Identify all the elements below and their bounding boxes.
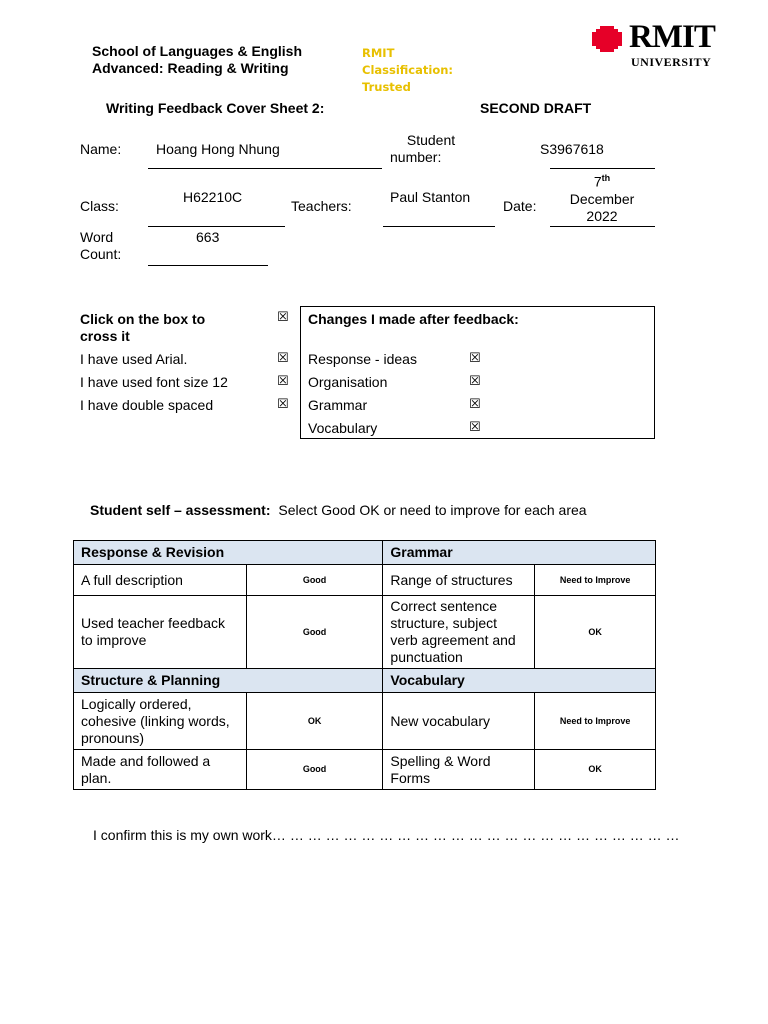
class-label: Class: <box>80 198 119 214</box>
word-count-field[interactable]: 663 <box>196 229 220 245</box>
class-field[interactable]: H62210C <box>183 189 243 205</box>
date-day-number: 7 <box>593 173 602 190</box>
student-number-field[interactable]: S3967618 <box>540 141 604 157</box>
rating-select[interactable]: Need to Improve <box>535 565 656 596</box>
checklist-item-arial: I have used Arial. <box>80 351 188 367</box>
checklist-item-double-spaced: I have double spaced <box>80 397 214 413</box>
checklist-heading <box>80 311 205 345</box>
checklist-heading-line-2: cross it <box>80 328 130 344</box>
checklist-heading-line-1: Click on the box to <box>80 311 206 327</box>
teachers-underline <box>383 226 495 227</box>
rating-select[interactable]: OK <box>246 693 383 750</box>
student-number-underline <box>550 168 655 169</box>
name-label: Name: <box>80 141 122 157</box>
date-month: December <box>569 190 635 207</box>
table-row <box>74 565 656 596</box>
criterion-cell: A full description <box>74 565 247 596</box>
student-number-label-line-2: number: <box>390 149 442 165</box>
rating-select[interactable]: Good <box>246 596 383 669</box>
logo-wordmark: RMIT <box>629 19 715 55</box>
criterion-cell: Used teacher feedback to improve <box>74 596 247 669</box>
criterion-cell: Range of structures <box>383 565 535 596</box>
section-header-response: Response & Revision <box>74 541 383 565</box>
rating-select[interactable]: Good <box>246 750 383 790</box>
changes-item-vocabulary: Vocabulary <box>308 420 378 436</box>
table-row <box>74 693 656 750</box>
logo-subtitle: UNIVERSITY <box>631 55 712 69</box>
date-underline <box>550 226 655 227</box>
criterion-cell: Logically ordered, cohesive (linking words, pronouns) <box>74 693 247 750</box>
class-underline <box>148 226 285 227</box>
school-name <box>92 43 302 77</box>
school-line-2: Advanced: Reading & Writing <box>92 60 289 76</box>
date-year: 2022 <box>586 207 618 224</box>
date-field[interactable] <box>552 170 652 225</box>
school-line-1: School of Languages & English <box>92 43 303 59</box>
criterion-cell: New vocabulary <box>383 693 535 750</box>
section-header-structure: Structure & Planning <box>74 669 383 693</box>
checkbox-double-spaced[interactable]: ☒ <box>277 397 289 412</box>
name-underline <box>148 168 382 169</box>
confirmation-line[interactable]: I confirm this is my own work… … … … … … … … … … … … … … … … … … … … … … … <box>93 827 680 843</box>
checkbox-organisation[interactable]: ☒ <box>469 374 481 389</box>
self-assessment-instruction: Select Good OK or need to improve for each area <box>278 502 587 518</box>
changes-item-grammar: Grammar <box>308 397 368 413</box>
checklist-item-font-size: I have used font size 12 <box>80 374 228 390</box>
checkbox-vocabulary[interactable]: ☒ <box>469 420 481 435</box>
checklist-header-checkbox[interactable]: ☒ <box>277 310 289 325</box>
checkbox-font-size[interactable]: ☒ <box>277 374 289 389</box>
self-assessment-label: Student self – assessment: <box>90 502 271 518</box>
rating-select[interactable]: OK <box>535 596 656 669</box>
word-count-underline <box>148 265 268 266</box>
date-day-suffix: th <box>601 173 611 183</box>
changes-item-response: Response - ideas <box>308 351 417 367</box>
classification-label: RMIT Classification: Trusted <box>362 46 454 94</box>
table-row <box>74 750 656 790</box>
changes-heading: Changes I made after feedback: <box>308 311 519 327</box>
section-header-vocabulary: Vocabulary <box>383 669 656 693</box>
draft-label: SECOND DRAFT <box>480 100 592 116</box>
section-header-grammar: Grammar <box>383 541 656 565</box>
criterion-cell: Spelling & Word Forms <box>383 750 535 790</box>
teachers-label: Teachers: <box>291 198 352 214</box>
student-number-label-line-1: Student <box>406 132 456 148</box>
checkbox-response[interactable]: ☒ <box>469 351 481 366</box>
self-assessment-line <box>90 502 587 518</box>
word-count-label-line-2: Count: <box>80 246 122 262</box>
sheet-title: Writing Feedback Cover Sheet 2: <box>106 100 325 116</box>
student-number-label <box>390 132 472 166</box>
criterion-cell: Correct sentence structure, subject verb agreement and punctuation <box>383 596 535 669</box>
table-header-row <box>74 669 656 693</box>
self-assessment-table <box>73 540 656 790</box>
date-label: Date: <box>503 198 537 214</box>
teachers-field[interactable]: Paul Stanton <box>390 189 471 205</box>
criterion-cell: Made and followed a plan. <box>74 750 247 790</box>
checkbox-grammar[interactable]: ☒ <box>469 397 481 412</box>
rating-select[interactable]: Need to Improve <box>535 693 656 750</box>
rating-select[interactable]: OK <box>535 750 656 790</box>
table-header-row <box>74 541 656 565</box>
word-count-label <box>80 229 121 263</box>
name-field[interactable]: Hoang Hong Nhung <box>156 141 280 157</box>
date-day <box>552 170 652 191</box>
rmit-logo-pixel-icon <box>592 26 622 52</box>
word-count-label-line-1: Word <box>80 229 114 245</box>
checkbox-arial[interactable]: ☒ <box>277 351 289 366</box>
changes-item-organisation: Organisation <box>308 374 388 390</box>
rating-select[interactable]: Good <box>246 565 383 596</box>
table-row <box>74 596 656 669</box>
